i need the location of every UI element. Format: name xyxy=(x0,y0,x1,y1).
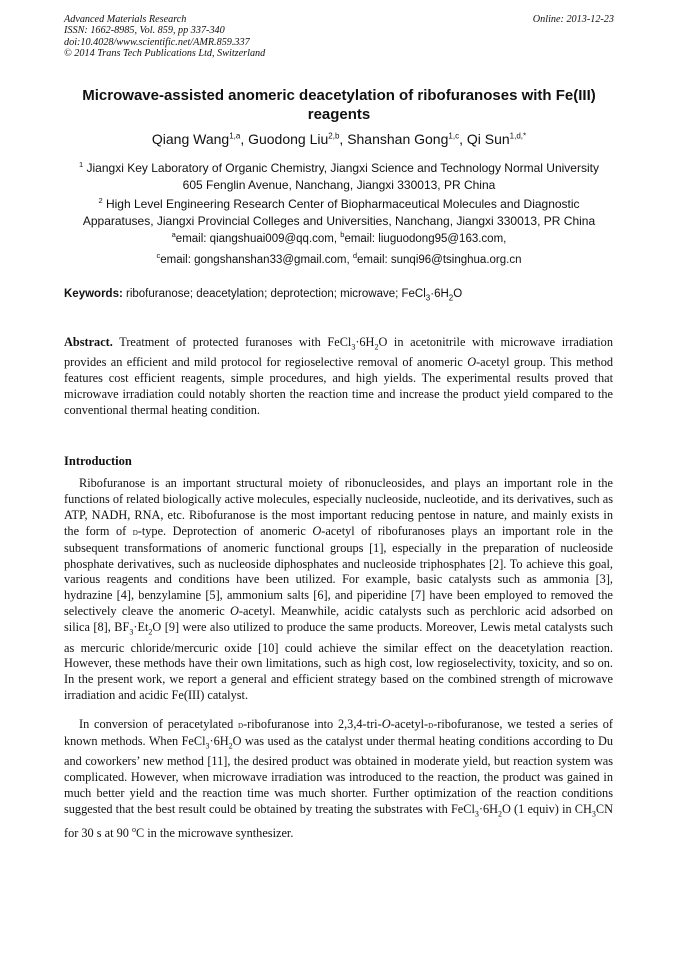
body-text: ·6H xyxy=(478,801,498,816)
journal-info xyxy=(64,14,265,60)
subscript: 3 xyxy=(129,627,134,637)
affiliation-line: High Level Engineering Research Center of Biopharmaceutical Molecules and Diagnostic xyxy=(105,197,580,211)
author-affiliation-marker: 1,a xyxy=(229,131,241,141)
email-marker: a xyxy=(171,230,176,239)
formula-part: ·6H xyxy=(430,288,449,300)
subscript: 3 xyxy=(591,809,596,819)
subscript: 3 xyxy=(351,342,356,352)
issn-line: ISSN: 1662-8985, Vol. 859, pp 337-340 xyxy=(64,25,225,37)
subscript: 2 xyxy=(374,342,379,352)
intro-paragraph-1 xyxy=(64,476,613,704)
email-line-2 xyxy=(64,251,614,266)
author-list: Qiang Wang$^{1,a}$, Guodong Liu$^{2,b}$, Shanshan Gong$^{1,c}$, Qi Sun$^{1,d,*}$ xyxy=(151,131,527,147)
body-text: ·Et xyxy=(133,620,149,635)
subscript: 3 xyxy=(425,293,431,303)
copyright-line: © 2014 Trans Tech Publications Ltd, Switzerland xyxy=(64,48,266,60)
abstract-text: ·6H xyxy=(355,335,375,349)
email-b[interactable]: email: liuguodong95@163.com, xyxy=(344,232,507,245)
abstract xyxy=(64,335,613,419)
body-text: -acetyl of ribofuranoses plays an important role in the subsequent transformations of anomeric functional groups [1], especially in the preparation of nucleoside phosphate derivatives, such as nucleoside diphosphates and nucleoside triphosphates [2]. To achieve this goal, various reagents and conditions have been utilized. For example, basic catalysts such as ammonia [3], hydrazine [4], benzylamine [5], ammonium salts [6], and piperidine [7] have been employed to removed the selectively cleave the anomeric xyxy=(64,523,613,619)
body-text: In conversion of peracetylated xyxy=(79,717,239,731)
email-line-1 xyxy=(64,230,614,245)
body-text: O [9] were also utilized to produce the same products. Moreover, Lewis metal catalysts such as mercuric chloride/mercuric oxide [10] could achieve the similar effect on the deacetylation reaction. However, these methods have their own limitations, such as high cost, low regioselectivity, toxicity, and so on. In the present work, we report a general and efficient strategy based on the combined strength of microwave irradiation and acidic Fe(III) catalyst. xyxy=(64,620,613,703)
section-heading-introduction: Introduction xyxy=(64,454,132,468)
author-affiliation-marker: 1,d,* xyxy=(509,131,527,141)
body-text: C in the microwave synthesizer. xyxy=(135,826,294,841)
affiliation-line: 605 Fenglin Avenue, Nanchang, Jiangxi 330013, PR China xyxy=(182,177,496,192)
body-text: O was used as the catalyst under thermal heating conditions according to Du and coworkers’ new method [11], the desired product was obtained in moderate yield, but reaction system was complicated. However, when microwave irradiation was introduced to the reaction, the product was gained in much better yield and the reaction time was much shorter. Further optimization of the reaction conditions suggested that the best result could be obtained by treating the substrates with FeCl xyxy=(64,733,613,816)
italic-text: O xyxy=(229,604,239,619)
intro-paragraph-2 xyxy=(64,717,613,842)
journal-name: Advanced Materials Research xyxy=(64,14,187,25)
italic-text: O xyxy=(312,523,322,538)
doi-line: doi:10.4028/www.scientific.net/AMR.859.337 xyxy=(64,36,250,48)
keywords-text: ribofuranose; deacetylation; deprotection; microwave; FeCl xyxy=(122,288,426,300)
body-text: -ribofuranose, we tested a series of known methods. When FeCl xyxy=(64,717,614,748)
email-marker: b xyxy=(340,230,345,239)
author-name: Guodong Liu xyxy=(248,131,329,147)
affiliation-2 xyxy=(64,193,614,229)
email-marker: c xyxy=(156,251,161,260)
italic-text: O xyxy=(381,717,391,731)
subscript: 3 xyxy=(205,741,210,751)
italic-text: O xyxy=(467,355,477,370)
email-marker: d xyxy=(352,251,358,260)
body-text: -ribofuranose into 2,3,4-tri- xyxy=(243,717,382,731)
abstract-text: Treatment of protected furanoses with FeCl xyxy=(112,335,352,349)
body-text: O (1 equiv) in CH xyxy=(501,801,592,816)
page-header xyxy=(64,14,614,60)
paper-title: Microwave-assisted anomeric deacetylation of ribofuranoses with Fe(III) reagents xyxy=(82,87,596,123)
body-text: Ribofuranose is an important structural moiety of ribonucleosides, and plays an important role in the functions of related biologically active molecules, especially nucleoside, nucleotide, and its derivatives, such as ATP, NADH, RNA, etc. Ribofuranose is the most important reducing pentose in nature, and mainly exists in the form of xyxy=(64,476,613,538)
email-d[interactable]: email: sunqi96@tsinghua.org.cn xyxy=(357,253,522,266)
email-a[interactable]: email: qiangshuai009@qq.com, xyxy=(175,232,341,245)
author-affiliation-marker: 2,b xyxy=(328,131,340,141)
subscript: 2 xyxy=(228,741,233,751)
affiliation-line: Jiangxi Key Laboratory of Organic Chemistry, Jiangxi Science and Technology Normal University xyxy=(86,161,599,175)
affiliation-1 xyxy=(64,157,614,193)
formula-part: O xyxy=(453,288,463,300)
email-c[interactable]: email: gongshanshan33@gmail.com, xyxy=(160,253,353,266)
subscript: 2 xyxy=(448,293,454,303)
abstract-text: O in acetonitrile with microwave irradiation provides an efficient and mild protocol for regioselective removal of anomeric xyxy=(64,335,613,370)
small-caps-text: d xyxy=(238,720,244,731)
author-affiliation-marker: 1,c xyxy=(448,131,460,141)
subscript: 2 xyxy=(148,627,153,637)
keywords-label: Keywords: xyxy=(64,288,123,300)
author-name: Shanshan Gong xyxy=(347,131,449,147)
online-date: Online: 2013-12-23 xyxy=(532,14,614,25)
abstract-text: -acetyl group. This method features cost efficient reagents, simple procedures, and high yields. The experimental results proved that microwave irradiation could notably shorten the reaction time and increase the product yield compared to the conventional thermal heating condition. xyxy=(64,355,613,418)
body-text: ·6H xyxy=(209,733,229,748)
small-caps-text: d xyxy=(132,526,138,538)
small-caps-text: d xyxy=(428,720,434,731)
keywords xyxy=(64,288,614,302)
author-name: Qiang Wang xyxy=(151,131,230,147)
author-name: Qi Sun xyxy=(466,131,510,147)
body-text: -type. Deprotection of anomeric xyxy=(137,523,313,538)
subscript: 2 xyxy=(497,809,502,819)
affiliation-number: 1 xyxy=(79,160,84,169)
body-text: CN for 30 s at 90 xyxy=(64,801,613,841)
body-text: -acetyl. Meanwhile, acidic catalysts such as perchloric acid adsorbed on silica [8], BF xyxy=(64,604,614,635)
superscript: o xyxy=(131,825,136,835)
affiliation-line: Apparatuses, Jiangxi Provincial Colleges and Universities, Nanchang, Jiangxi 330013, PR China xyxy=(82,213,596,228)
abstract-label: Abstract. xyxy=(64,335,113,349)
body-text: -acetyl- xyxy=(390,717,429,731)
affiliation-number: 2 xyxy=(98,196,103,205)
subscript: 3 xyxy=(474,809,479,819)
